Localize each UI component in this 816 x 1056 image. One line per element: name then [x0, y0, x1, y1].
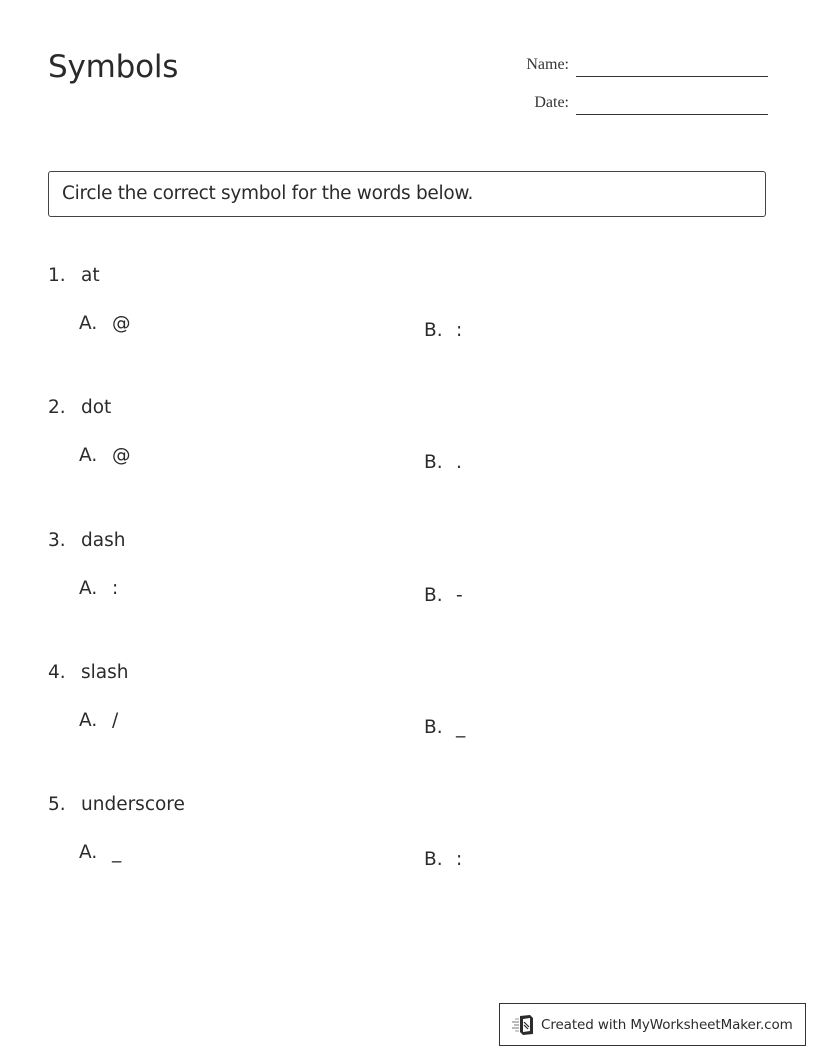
question-number: 4. [48, 662, 66, 683]
question-word: underscore [81, 794, 185, 815]
option-letter: A. [79, 710, 98, 731]
instructions-box [48, 171, 766, 217]
page-title: Symbols [48, 49, 179, 85]
option-symbol: / [112, 710, 119, 731]
instructions-text: Circle the correct symbol for the words below. [62, 183, 474, 204]
option-symbol: : [456, 849, 463, 870]
question-word: slash [81, 662, 129, 683]
option-letter: B. [424, 452, 443, 473]
option-symbol: _ [112, 842, 122, 863]
date-line[interactable] [576, 114, 768, 115]
option-letter: B. [424, 849, 443, 870]
question-word: dot [81, 397, 112, 418]
option-symbol: : [456, 320, 463, 341]
question-number: 2. [48, 397, 66, 418]
option-letter: B. [424, 717, 443, 738]
option-letter: A. [79, 445, 98, 466]
question-word: at [81, 265, 100, 286]
date-field [480, 89, 768, 115]
question-5 [48, 793, 768, 883]
option-symbol: . [456, 452, 462, 473]
option-symbol: _ [456, 717, 466, 738]
question-3 [48, 529, 768, 619]
option-letter: B. [424, 320, 443, 341]
question-2 [48, 396, 768, 486]
question-number: 3. [48, 530, 66, 551]
name-label: Name: [526, 56, 569, 73]
footer-text: Created with MyWorksheetMaker.com [541, 1017, 793, 1033]
option-symbol: @ [112, 445, 131, 466]
date-label: Date: [534, 94, 569, 111]
question-number: 5. [48, 794, 66, 815]
worksheet-logo-icon [511, 1014, 535, 1036]
name-line[interactable] [576, 76, 768, 77]
name-field [480, 51, 768, 77]
question-4 [48, 661, 768, 751]
question-number: 1. [48, 265, 66, 286]
option-symbol: - [456, 585, 463, 606]
option-letter: A. [79, 842, 98, 863]
option-symbol: @ [112, 313, 131, 334]
option-letter: A. [79, 313, 98, 334]
question-word: dash [81, 530, 126, 551]
option-symbol: : [112, 578, 119, 599]
question-1 [48, 264, 768, 354]
footer-badge[interactable] [499, 1003, 806, 1046]
option-letter: A. [79, 578, 98, 599]
option-letter: B. [424, 585, 443, 606]
